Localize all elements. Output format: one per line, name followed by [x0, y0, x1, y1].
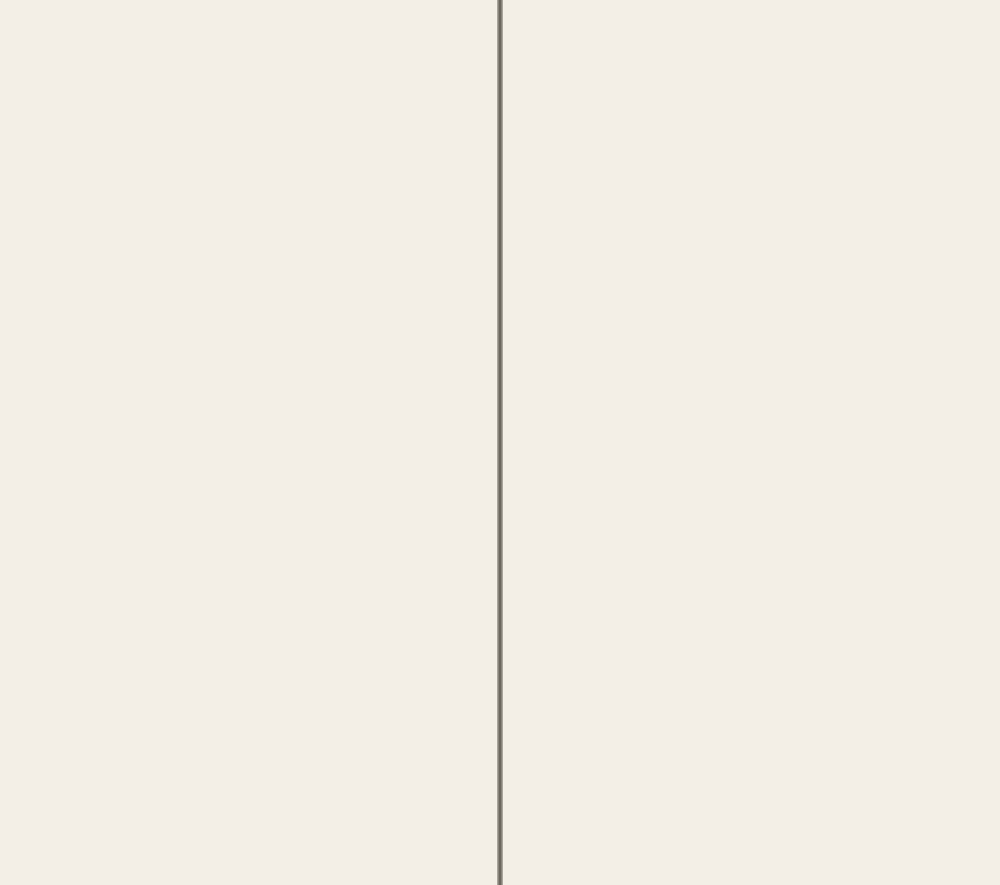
right-page — [500, 0, 1000, 885]
book-spine — [497, 0, 503, 885]
